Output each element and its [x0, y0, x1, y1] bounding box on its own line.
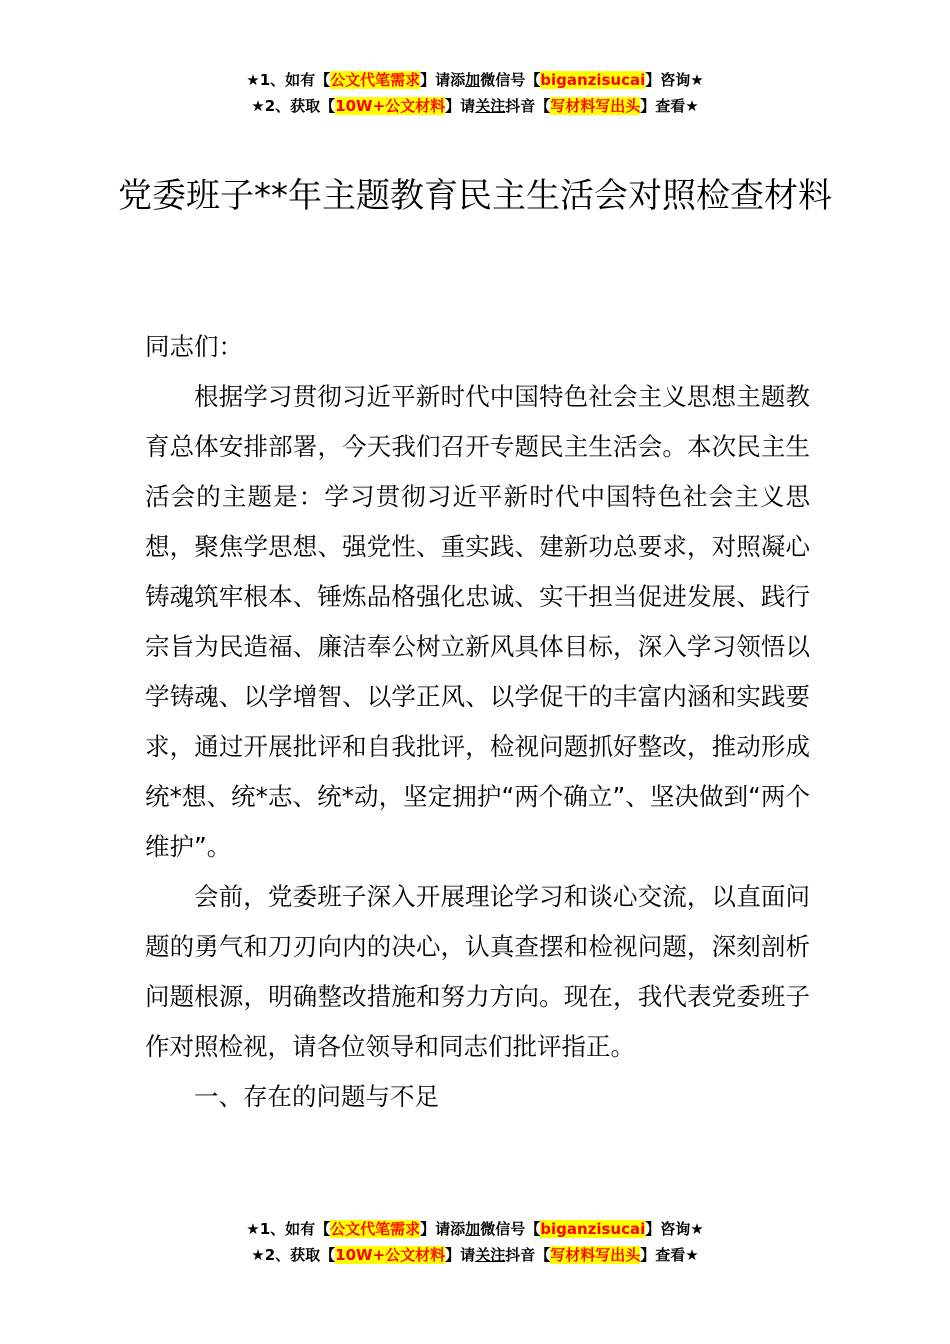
star-icon: ★ [251, 97, 265, 115]
star-icon: ★ [251, 1246, 265, 1264]
banner-text: 】咨询 [645, 71, 691, 89]
star-icon: ★ [685, 1246, 699, 1264]
banner-highlight: 写材料写出头 [550, 97, 641, 115]
banner-text: 】请添 [420, 1220, 466, 1238]
banner-highlight: 10W+公文材料 [335, 1246, 446, 1264]
banner-text: 微信号【 [480, 71, 541, 89]
banner-text: 抖音【 [505, 97, 551, 115]
banner-highlight: 写材料写出头 [550, 1246, 641, 1264]
banner-highlight: 公文代笔需求 [330, 71, 421, 89]
banner-highlight: biganzisucai [540, 1220, 646, 1238]
salutation: 同志们： [145, 332, 243, 361]
banner-line-1 [0, 1216, 950, 1242]
star-icon: ★ [246, 71, 260, 89]
star-icon: ★ [246, 1220, 260, 1238]
banner-text: 】请添 [420, 71, 466, 89]
banner-text: 微信号【 [480, 1220, 541, 1238]
banner-text: 2、获取【 [264, 97, 336, 115]
banner-underlined-text: 加 [465, 71, 481, 89]
banner-underlined-text: 关注 [475, 1246, 506, 1264]
star-icon: ★ [685, 97, 699, 115]
document-title: 党委班子**年主题教育民主生活会对照检查材料 [118, 176, 832, 216]
banner-line-2 [0, 93, 950, 119]
banner-text: 1、如有【 [259, 71, 331, 89]
star-icon: ★ [690, 71, 704, 89]
banner-text: 】查看 [640, 1246, 686, 1264]
banner-text: 】请 [445, 97, 476, 115]
document-body [145, 322, 810, 1122]
paragraph-1: 根据学习贯彻习近平新时代中国特色社会主义思想主题教育总体安排部署，今天我们召开专题民主生活会。本次民主生活会的主题是：学习贯彻习近平新时代中国特色社会主义思想，聚焦学思想、强党性、重实践、建新功总要求，对照凝心铸魂筑牢根本、锤炼品格强化忠诚、实干担当促进发展、践行宗旨为民造福、廉洁奉公树立新风具体目标，深入学习领悟以学铸魂、以学增智、以学正风、以学促干的丰富内涵和实践要求，通过开展批评和自我批评，检视问题抓好整改，推动形成统*想、统*志、统*动，坚定拥护“两个确立”、坚决做到“两个维护”。 [145, 382, 810, 861]
banner-text: 】查看 [640, 97, 686, 115]
banner-line-1 [0, 67, 950, 93]
banner-highlight: 10W+公文材料 [335, 97, 446, 115]
section-heading: 一、存在的问题与不足 [194, 1082, 439, 1111]
banner-highlight: 公文代笔需求 [330, 1220, 421, 1238]
banner-text: 抖音【 [505, 1246, 551, 1264]
star-icon: ★ [690, 1220, 704, 1238]
banner-text: 】请 [445, 1246, 476, 1264]
banner-underlined-text: 关注 [475, 97, 506, 115]
banner-underlined-text: 加 [465, 1220, 481, 1238]
footer-banner [0, 1216, 950, 1268]
banner-line-2 [0, 1242, 950, 1268]
paragraph-2: 会前，党委班子深入开展理论学习和谈心交流，以直面问题的勇气和刀刃向内的决心，认真查摆和检视问题，深刻剖析问题根源，明确整改措施和努力方向。现在，我代表党委班子作对照检视，请各位领导和同志们批评指正。 [145, 882, 810, 1061]
banner-text: 1、如有【 [259, 1220, 331, 1238]
header-banner [0, 67, 950, 119]
banner-text: 2、获取【 [264, 1246, 336, 1264]
banner-highlight: biganzisucai [540, 71, 646, 89]
banner-text: 】咨询 [645, 1220, 691, 1238]
